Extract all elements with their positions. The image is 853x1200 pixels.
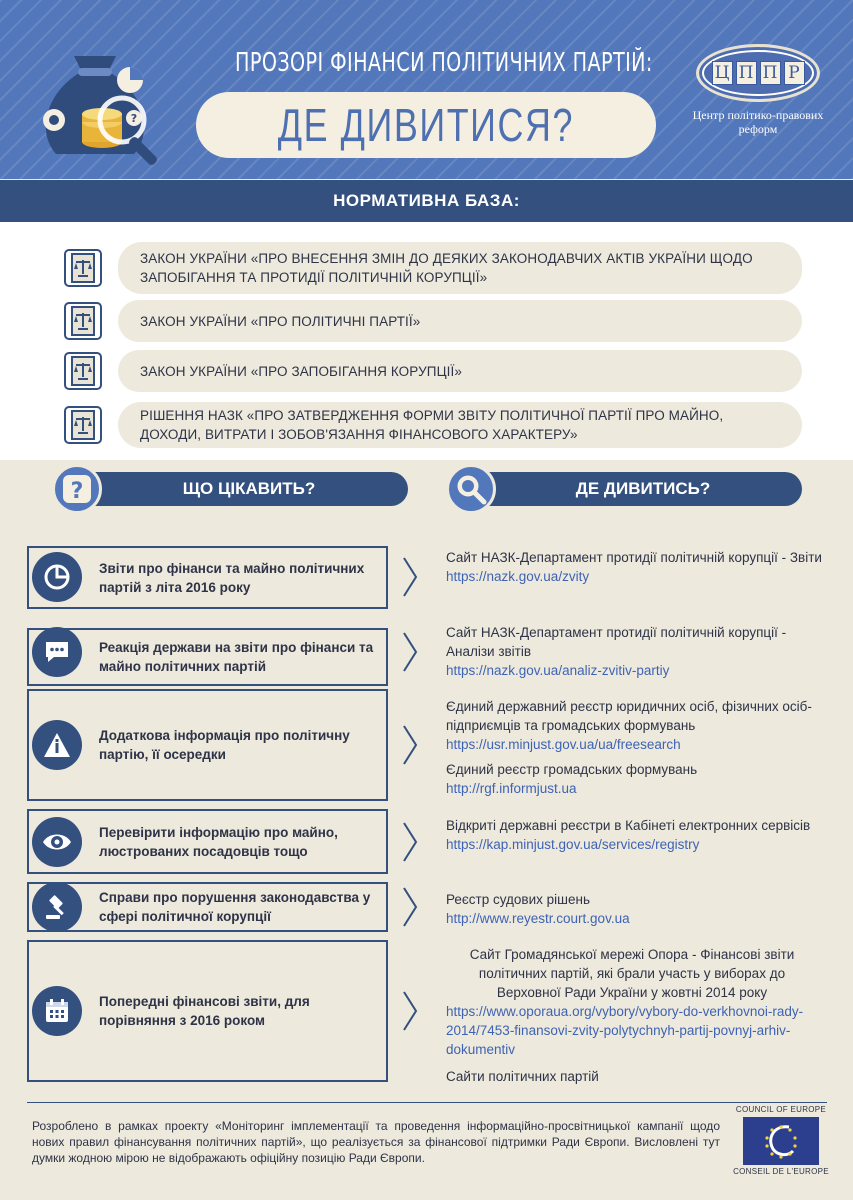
info-glyph-icon [42,731,72,759]
page-title-pill [196,92,656,158]
source-text: Відкриті державні реєстри в Кабінеті електронних сервісів [446,818,811,833]
source-text: Сайт НАЗК-Департамент протидії політичній корупції - Аналізи звітів [446,625,787,659]
logo-letter: П [760,61,781,85]
topic-text: Звіти про фінанси та майно політичних партій з літа 2016 року [99,560,365,595]
cppr-logo [696,44,820,102]
source-block [446,697,832,798]
cppr-logo-letters [712,61,805,85]
what-section-label: ЩО ЦІКАВИТЬ? [182,479,316,498]
chat-bubble-glyph-icon [43,638,71,666]
magnifier-glyph-icon [454,472,488,506]
gavel-icon [32,882,82,932]
what-section-header [52,466,408,510]
chat-bubble-icon [32,627,82,677]
logo-letter: Р [784,61,805,85]
pie-chart-glyph-icon [43,563,71,591]
where-section-header [446,466,802,510]
page-title-top: ПРОЗОРІ ФІНАНСИ ПОЛІТИЧНИХ ПАРТІЙ: [235,48,653,78]
source-link[interactable]: https://nazk.gov.ua/zvity [446,569,590,584]
law-item-text: РІШЕННЯ НАЗК «ПРО ЗАТВЕРДЖЕННЯ ФОРМИ ЗВІТУ ПОЛІТИЧНОЇ ПАРТІЇ ПРО МАЙНО, ДОХОДИ, ВИТРАТИ І ЗОБОВ'ЯЗАННЯ ФІНАНСОВОГО ХАРАКТЕРУ» [118,402,802,448]
source-block [446,623,832,680]
eye-glyph-icon [42,831,72,853]
topic-text: Попередні фінансові звіти, для порівняння з 2016 роком [99,994,310,1028]
source-block [446,945,818,1086]
page-title-main: ДЕ ДИВИТИСЯ? [277,99,575,151]
source-text: Сайти політичних партій [446,1069,599,1084]
logo-caption: Центр політико-правових реформ [692,108,824,136]
law-book-icon [64,406,102,444]
law-item-text: ЗАКОН УКРАЇНИ «ПРО ВНЕСЕННЯ ЗМІН ДО ДЕЯКИХ ЗАКОНОДАВЧИХ АКТІВ УКРАЇНИ ЩОДО ЗАПОБІГАННЯ ТА ПРОТИДІЇ ПОЛІТИЧНІЙ КОРУПЦІЇ» [118,242,802,294]
coe-label-en: COUNCIL OF EUROPE [735,1105,827,1114]
calendar-glyph-icon [44,998,70,1024]
topic-text: Справи про порушення законодавства у сфері політичної корупції [99,890,371,924]
source-block [446,548,832,586]
source-block [446,816,832,854]
source-link[interactable]: http://www.reyestr.court.gov.ua [446,911,630,926]
source-link[interactable]: https://kap.minjust.gov.ua/services/registry [446,837,700,852]
source-text: Сайт Громадянської мережі Опора - Фінансові звіти політичних партій, які брали участь у виборах до Верховної Ради України у жовтні 2014 року [469,947,795,1000]
law-book-icon [64,302,102,340]
footer-disclaimer: Розроблено в рамках проекту «Моніторинг імплементації та проведення інформаційно-просвітницької кампанії щодо нових правил фінансування політичних партій», що реалізується за фінансової підтримки Ради Європи. Висловлені тут думки жодною мірою не відображають офіційну позицію Ради Європи. [32,1119,720,1165]
topic-text: Перевірити інформацію про майно, люстрованих посадовців тощо [99,824,338,859]
svg-text:?: ? [130,112,138,125]
council-of-europe-logo-icon [743,1117,819,1165]
magnifier-icon [446,464,496,514]
law-book-icon [64,352,102,390]
normative-list [0,222,853,460]
law-item-text: ЗАКОН УКРАЇНИ «ПРО ЗАПОБІГАННЯ КОРУПЦІЇ» [118,350,802,392]
source-text: Реєстр судових рішень [446,892,590,907]
source-block [446,890,832,928]
chevron-right-icon [400,627,420,677]
pie-chart-icon [32,552,82,602]
source-link[interactable]: https://www.oporaua.org/vybory/vybory-do-verkhovnoi-rady-2014/7453-finansovi-zvity-polytychnyh-partij-povnyj-arhiv-dokumentiv [446,1004,804,1057]
logo-letter: П [736,61,757,85]
chevron-right-icon [400,882,420,932]
chevron-right-icon [400,986,420,1036]
footer-divider [27,1102,827,1103]
chevron-right-icon [400,817,420,867]
source-text: Єдиний державний реєстр юридичних осіб, фізичних осіб-підприємців та громадських формувань [446,699,812,733]
source-text: Єдиний реєстр громадських формувань [446,762,698,777]
chevron-right-icon [400,720,420,770]
normative-heading: НОРМАТИВНА БАЗА: [0,180,853,222]
logo-letter: Ц [712,61,733,85]
info-icon [32,720,82,770]
coe-label-fr: CONSEIL DE L'EUROPE [733,1167,829,1176]
question-icon [52,464,102,514]
source-link[interactable]: https://usr.minjust.gov.ua/ua/freesearch [446,737,681,752]
source-link[interactable]: http://rgf.informjust.ua [446,781,577,796]
topic-text: Додаткова інформація про політичну партію, її осередки [99,728,350,762]
where-section-label: ДЕ ДИВИТИСЬ? [575,479,711,498]
law-item-text: ЗАКОН УКРАЇНИ «ПРО ПОЛІТИЧНІ ПАРТІЇ» [118,300,802,342]
chevron-right-icon [400,552,420,602]
what-section-title [72,472,408,506]
gavel-glyph-icon [43,893,71,921]
money-bag-icon [26,22,176,172]
law-book-icon [64,249,102,287]
topic-text: Реакція держави на звіти про фінанси та майно політичних партій [99,640,374,674]
header-banner [0,0,853,179]
question-glyph-icon [60,472,94,506]
source-text: Сайт НАЗК-Департамент протидії політичній корупції - Звіти [446,550,822,565]
eye-icon [32,817,82,867]
calendar-icon [32,986,82,1036]
source-link[interactable]: https://nazk.gov.ua/analiz-zvitiv-partiy [446,663,670,678]
where-section-title [466,472,802,506]
svg-text:?: ? [70,479,84,504]
